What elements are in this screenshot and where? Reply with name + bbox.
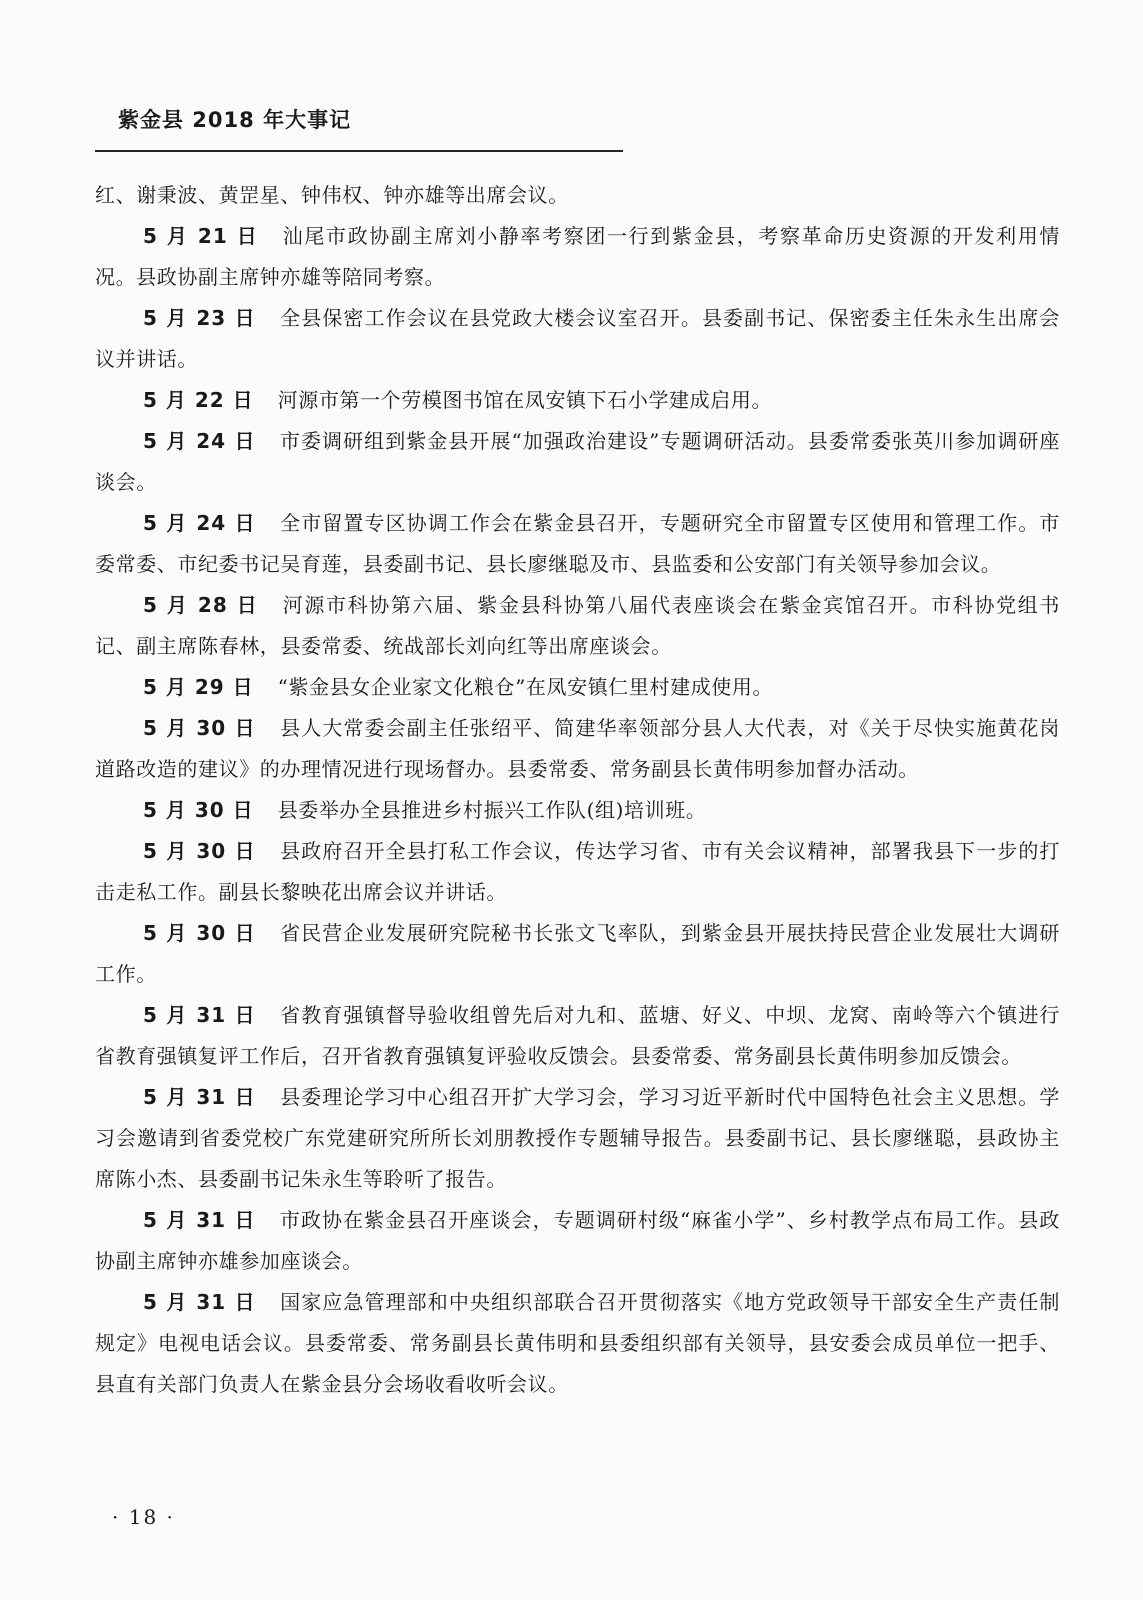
entry-paragraph <box>95 790 1060 831</box>
entry-paragraph <box>95 1200 1060 1282</box>
entry-date: 5 月 31 日 <box>143 1290 257 1314</box>
entry-text: “紫金县女企业家文化粮仓”在凤安镇仁里村建成使用。 <box>277 675 774 699</box>
entry-date: 5 月 30 日 <box>143 921 257 945</box>
running-header: 紫金县 2018 年大事记 <box>118 108 352 132</box>
entry-text: 县人大常委会副主任张绍平、简建华率领部分县人大代表，对《关于尽快实施黄花岗道路改造的建议》的办理情况进行现场督办。县委常委、常务副县长黄伟明参加督办活动。 <box>95 716 1061 781</box>
entry-date: 5 月 28 日 <box>143 593 259 617</box>
entry-text: 汕尾市政协副主席刘小静率考察团一行到紫金县，考察革命历史资源的开发利用情况。县政协副主席钟亦雄等陪同考察。 <box>95 224 1060 289</box>
entry-date: 5 月 21 日 <box>143 224 259 248</box>
entry-paragraph <box>95 1077 1060 1200</box>
entry-paragraph <box>95 708 1060 790</box>
entry-date: 5 月 23 日 <box>143 306 257 330</box>
entry-text: 县政府召开全县打私工作会议，传达学习省、市有关会议精神，部署我县下一步的打击走私工作。副县长黎映花出席会议并讲话。 <box>95 839 1061 904</box>
page-number: · 18 · <box>112 1505 175 1529</box>
entry-paragraph <box>95 913 1060 995</box>
entry-date: 5 月 22 日 <box>143 388 254 412</box>
entry-paragraph <box>95 585 1060 667</box>
entry-text: 省教育强镇督导验收组曾先后对九和、蓝塘、好义、中坝、龙窝、南岭等六个镇进行省教育强镇复评工作后，召开省教育强镇复评验收反馈会。县委常委、常务副县长黄伟明参加反馈会。 <box>95 1003 1061 1068</box>
entry-text: 市政协在紫金县召开座谈会，专题调研村级“麻雀小学”、乡村教学点布局工作。县政协副主席钟亦雄参加座谈会。 <box>95 1208 1061 1273</box>
entry-date: 5 月 31 日 <box>143 1085 257 1109</box>
entry-date: 5 月 24 日 <box>143 429 256 453</box>
entry-text: 河源市第一个劳模图书馆在凤安镇下石小学建成启用。 <box>277 388 773 412</box>
entry-text: 省民营企业发展研究院秘书长张文飞率队，到紫金县开展扶持民营企业发展壮大调研工作。 <box>95 921 1061 986</box>
entry-text: 全市留置专区协调工作会在紫金县召开，专题研究全市留置专区使用和管理工作。市委常委、市纪委书记吴育莲，县委副书记、县长廖继聪及市、县监委和公安部门有关领导参加会议。 <box>95 511 1061 576</box>
entry-date: 5 月 30 日 <box>143 716 257 740</box>
entry-date: 5 月 31 日 <box>143 1003 257 1027</box>
entry-date: 5 月 31 日 <box>143 1208 256 1232</box>
entry-list <box>95 216 1060 1405</box>
header-rule <box>95 150 623 152</box>
entry-date: 5 月 30 日 <box>143 839 257 863</box>
document-body <box>95 175 1060 1405</box>
entry-text: 县委举办全县推进乡村振兴工作队(组)培训班。 <box>277 798 707 822</box>
entry-date: 5 月 29 日 <box>143 675 254 699</box>
entry-text: 市委调研组到紫金县开展“加强政治建设”专题调研活动。县委常委张英川参加调研座谈会。 <box>95 429 1061 494</box>
entry-paragraph <box>95 667 1060 708</box>
entry-date: 5 月 30 日 <box>143 798 254 822</box>
entry-text: 全县保密工作会议在县党政大楼会议室召开。县委副书记、保密委主任朱永生出席会议并讲话。 <box>95 306 1061 371</box>
continuation-paragraph: 红、谢秉波、黄罡星、钟伟权、钟亦雄等出席会议。 <box>95 183 569 207</box>
entry-text: 河源市科协第六届、紫金县科协第八届代表座谈会在紫金宾馆召开。市科协党组书记、副主席陈春林，县委常委、统战部长刘向红等出席座谈会。 <box>95 593 1060 658</box>
entry-date: 5 月 24 日 <box>143 511 257 535</box>
entry-text: 国家应急管理部和中央组织部联合召开贯彻落实《地方党政领导干部安全生产责任制规定》电视电话会议。县委常委、常务副县长黄伟明和县委组织部有关领导，县安委会成员单位一把手、县直有关部门负责人在紫金县分会场收看收听会议。 <box>95 1290 1061 1396</box>
entry-paragraph <box>95 216 1060 298</box>
entry-paragraph <box>95 1282 1060 1405</box>
entry-paragraph <box>95 421 1060 503</box>
entry-paragraph <box>95 995 1060 1077</box>
entry-paragraph <box>95 503 1060 585</box>
entry-paragraph <box>95 298 1060 380</box>
entry-paragraph <box>95 831 1060 913</box>
entry-paragraph <box>95 380 1060 421</box>
entry-text: 县委理论学习中心组召开扩大学习会，学习习近平新时代中国特色社会主义思想。学习会邀请到省委党校广东党建研究所所长刘朋教授作专题辅导报告。县委副书记、县长廖继聪，县政协主席陈小杰、县委副书记朱永生等聆听了报告。 <box>95 1085 1061 1191</box>
